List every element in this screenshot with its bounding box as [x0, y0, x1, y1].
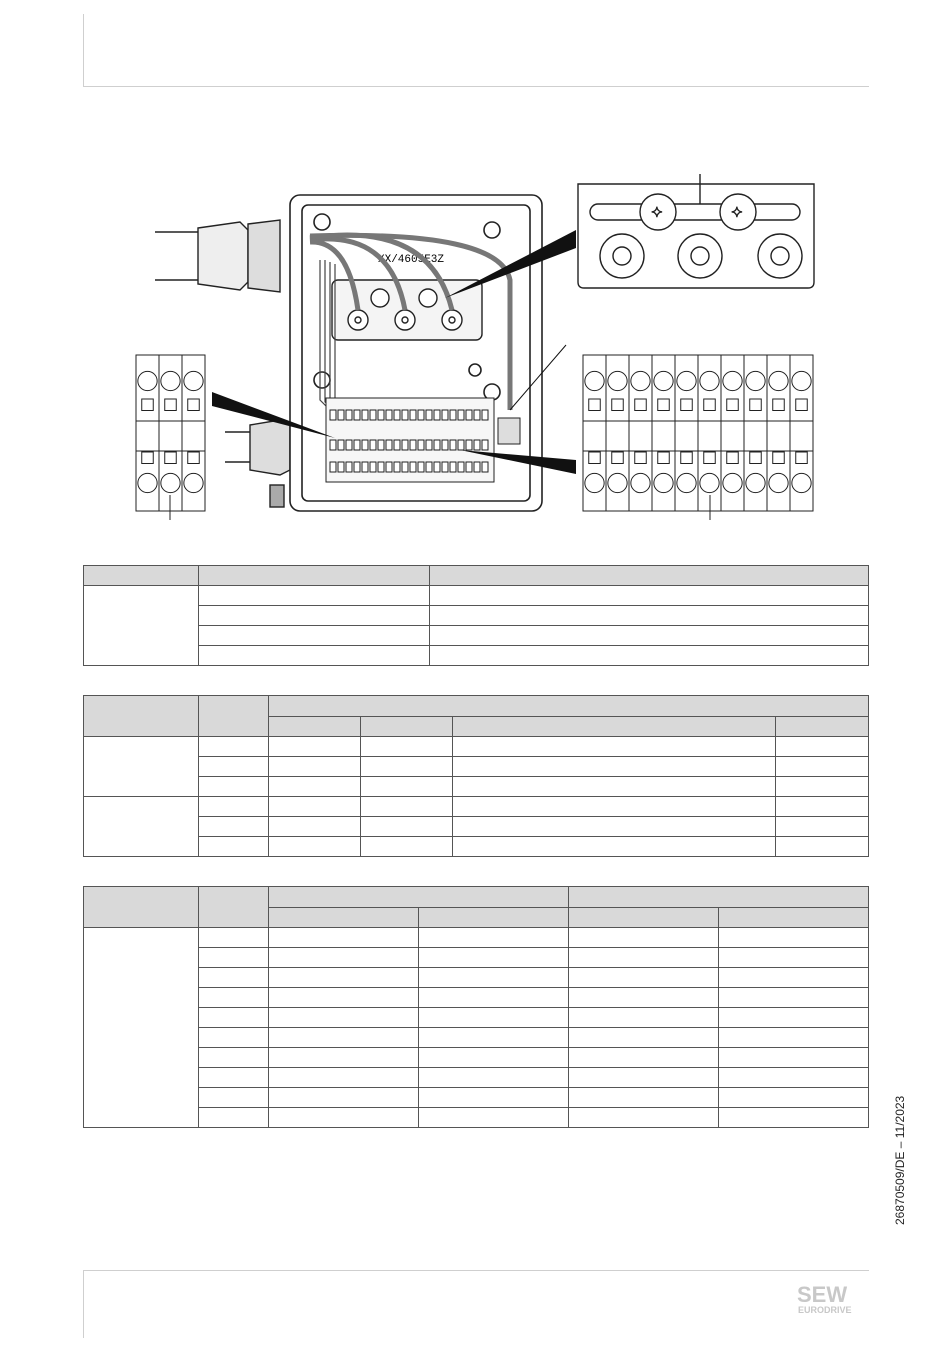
table-cell [269, 1008, 419, 1028]
table-cell [269, 777, 361, 797]
detail-terminal-3pole [136, 355, 205, 511]
table-cell [361, 777, 453, 797]
table-cell [569, 1028, 719, 1048]
table-cell [569, 1008, 719, 1028]
table-cell [453, 757, 776, 777]
table-cell [569, 968, 719, 988]
table-1 [83, 565, 869, 666]
table-cell [453, 737, 776, 757]
table-cell [430, 626, 869, 646]
table-2 [83, 695, 869, 857]
table-cell [269, 797, 361, 817]
table-3-subheader-cell [719, 908, 869, 928]
table-row [84, 626, 869, 646]
table-cell [419, 1068, 569, 1088]
table-3-header-row [84, 887, 869, 908]
table-cell [269, 948, 419, 968]
housing-label: XX/4605E3Z [378, 254, 445, 266]
table-cell [199, 817, 269, 837]
table-cell [199, 777, 269, 797]
table-cell [199, 1048, 269, 1068]
table-row [84, 757, 869, 777]
detail-power-terminal [578, 174, 814, 288]
table-row [84, 1008, 869, 1028]
table-cell [361, 837, 453, 857]
table-row [84, 797, 869, 817]
table-cell [84, 737, 199, 797]
table-cell [430, 646, 869, 666]
table-1-header-cell [199, 566, 430, 586]
table-cell [419, 1088, 569, 1108]
table-cell [199, 837, 269, 857]
table-cell [719, 1068, 869, 1088]
table-cell [269, 817, 361, 837]
table-3-header-cell [199, 887, 269, 928]
header-rule-vertical [83, 14, 84, 87]
table-cell [719, 948, 869, 968]
table-cell [199, 968, 269, 988]
table-row [84, 968, 869, 988]
cable-gland-upper [155, 220, 280, 292]
table-cell [419, 1108, 569, 1128]
table-cell [719, 1088, 869, 1108]
table-cell [719, 928, 869, 948]
table-cell [84, 797, 199, 857]
table-cell [719, 988, 869, 1008]
table-1-header-row [84, 566, 869, 586]
table-cell [776, 757, 869, 777]
table-2-header-cell [269, 696, 869, 717]
table-cell [569, 1048, 719, 1068]
table-row [84, 988, 869, 1008]
table-cell [776, 737, 869, 757]
table-cell [569, 1108, 719, 1128]
table-row [84, 646, 869, 666]
table-2-subheader-cell [361, 717, 453, 737]
table-cell [199, 586, 430, 606]
table-cell [419, 968, 569, 988]
table-cell [453, 777, 776, 797]
connection-box-illustration [130, 170, 830, 530]
table-cell [419, 928, 569, 948]
table-row [84, 737, 869, 757]
table-cell [199, 1068, 269, 1088]
logo-brand: SEW [797, 1282, 848, 1307]
table-cell [419, 1008, 569, 1028]
table-cell [569, 1088, 719, 1108]
logo-subbrand: EURODRIVE [798, 1305, 852, 1315]
table-cell [269, 968, 419, 988]
table-row [84, 777, 869, 797]
table-2-header-cell [199, 696, 269, 737]
table-cell [776, 777, 869, 797]
table-cell [569, 948, 719, 968]
table-cell [719, 1048, 869, 1068]
table-cell [269, 1088, 419, 1108]
table-cell [569, 1068, 719, 1088]
table-cell [361, 737, 453, 757]
table-cell [269, 837, 361, 857]
table-cell [84, 928, 199, 1128]
table-row [84, 1088, 869, 1108]
table-cell [430, 586, 869, 606]
table-cell [453, 837, 776, 857]
table-3-header-cell [569, 887, 869, 908]
table-cell [430, 606, 869, 626]
table-cell [419, 948, 569, 968]
document-number: 26870509/DE – 11/2023 [893, 1095, 907, 1225]
table-2-header-row [84, 696, 869, 717]
table-cell [569, 988, 719, 1008]
table-cell [569, 928, 719, 948]
table-cell [269, 1028, 419, 1048]
table-row [84, 1028, 869, 1048]
table-cell [419, 1028, 569, 1048]
table-cell [361, 817, 453, 837]
table-cell [361, 797, 453, 817]
table-cell [776, 817, 869, 837]
table-3-subheader-cell [419, 908, 569, 928]
table-cell [199, 1028, 269, 1048]
table-cell [199, 757, 269, 777]
table-cell [199, 606, 430, 626]
svg-text:✦: ✦ [731, 204, 743, 220]
sew-eurodrive-logo [795, 1282, 869, 1316]
table-cell [269, 1048, 419, 1068]
table-cell [199, 948, 269, 968]
table-2-header-cell [84, 696, 199, 737]
footer-rule-vertical [83, 1270, 84, 1338]
table-cell [84, 586, 199, 666]
table-cell [199, 797, 269, 817]
table-3-header-cell [84, 887, 199, 928]
table-cell [199, 646, 430, 666]
table-row [84, 586, 869, 606]
table-cell [269, 757, 361, 777]
footer-rule-horizontal [83, 1270, 869, 1271]
table-cell [199, 1008, 269, 1028]
control-terminal-strip [326, 398, 520, 482]
table-cell [199, 1088, 269, 1108]
table-row [84, 1068, 869, 1088]
table-cell [269, 737, 361, 757]
table-cell [419, 1048, 569, 1068]
svg-text:✦: ✦ [651, 204, 663, 220]
table-cell [719, 1108, 869, 1128]
table-cell [269, 928, 419, 948]
table-cell [199, 1108, 269, 1128]
table-cell [776, 797, 869, 817]
table-cell [199, 988, 269, 1008]
table-row [84, 928, 869, 948]
cable-gland-lower [225, 420, 290, 507]
table-cell [453, 797, 776, 817]
table-cell [776, 837, 869, 857]
table-cell [453, 817, 776, 837]
table-cell [199, 928, 269, 948]
table-cell [719, 1008, 869, 1028]
detail-terminal-10pole [583, 355, 813, 511]
table-3-subheader-cell [569, 908, 719, 928]
table-row [84, 817, 869, 837]
table-cell [269, 1068, 419, 1088]
table-row [84, 1048, 869, 1068]
table-cell [419, 988, 569, 1008]
table-2-subheader-cell [776, 717, 869, 737]
header-rule-horizontal [83, 86, 869, 87]
table-1-header-cell [84, 566, 199, 586]
table-cell [199, 626, 430, 646]
table-1-header-cell [430, 566, 869, 586]
table-row [84, 606, 869, 626]
table-cell [361, 757, 453, 777]
table-cell [719, 968, 869, 988]
table-2-subheader-cell [269, 717, 361, 737]
table-row [84, 1108, 869, 1128]
table-cell [269, 1108, 419, 1128]
table-cell [269, 988, 419, 1008]
table-3-subheader-cell [269, 908, 419, 928]
table-cell [199, 737, 269, 757]
table-3-header-cell [269, 887, 569, 908]
table-row [84, 837, 869, 857]
table-3 [83, 886, 869, 1128]
table-2-subheader-cell [453, 717, 776, 737]
table-row [84, 948, 869, 968]
table-cell [719, 1028, 869, 1048]
